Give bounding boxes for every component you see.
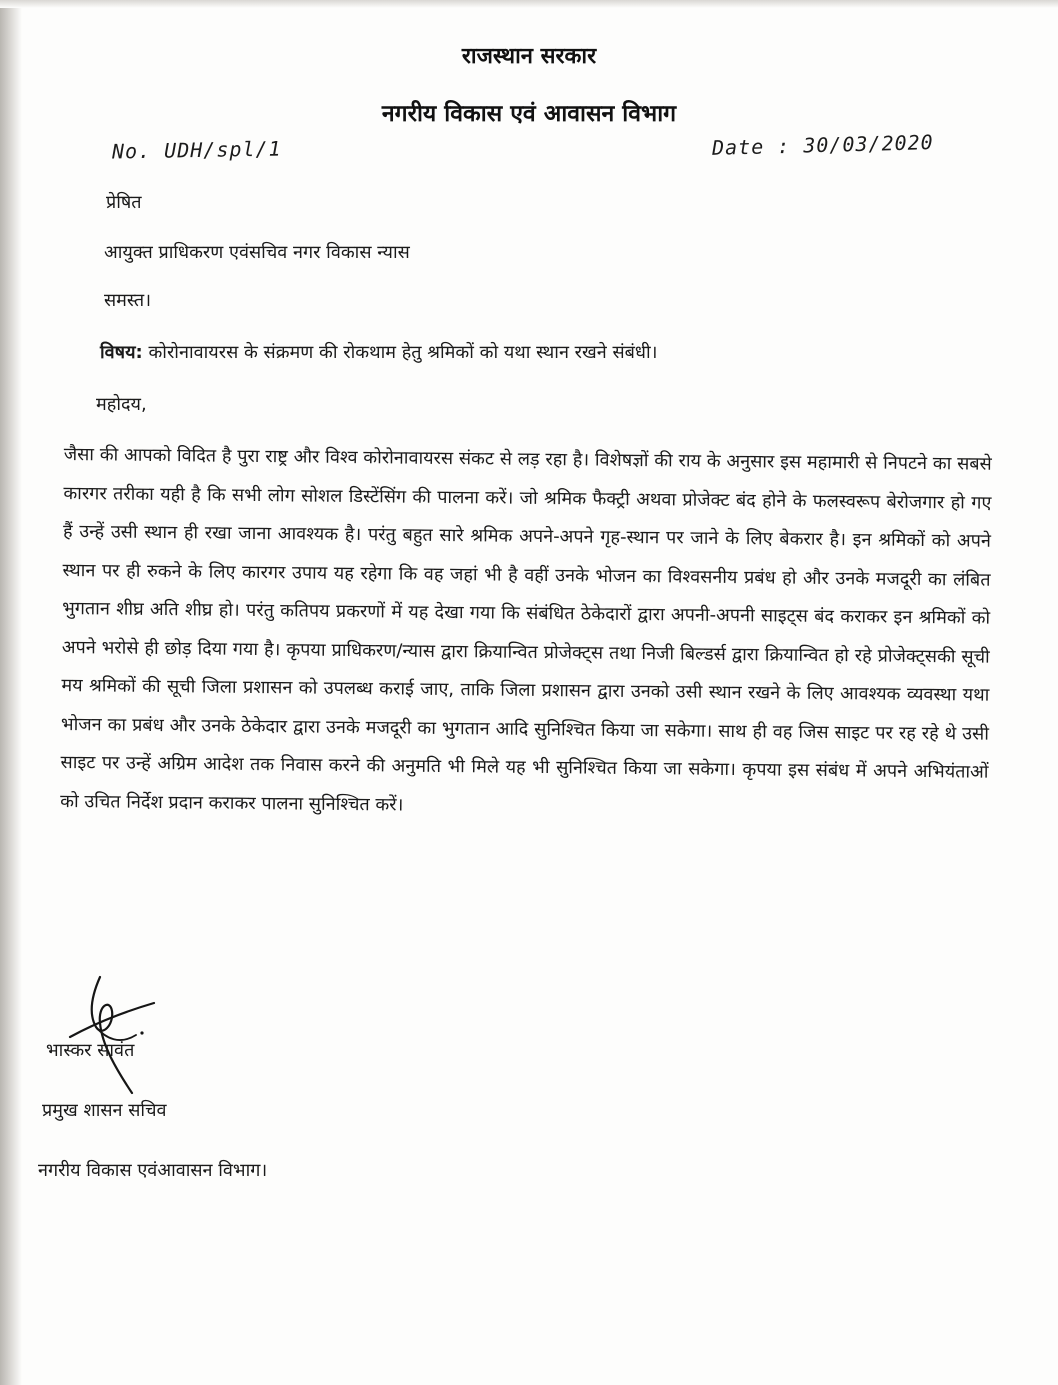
subject-line: [100, 340, 657, 364]
page-edge-shadow: [0, 0, 22, 1385]
signatory-department: नगरीय विकास एवंआवासन विभाग।: [38, 1160, 268, 1181]
sent-label: प्रेषित: [106, 192, 142, 213]
subject-label: विषय:: [100, 342, 143, 363]
letter-body: जैसा की आपको विदित है पुरा राष्ट्र और विश्व कोरोनावायरस संकट से लड़ रहा है। विशेषज्ञों की राय के अनुसार इस महामारी से निपटने का सबसे कारगर तरीका यही है कि सभी लोग सोशल डिस्टेंसिंग की पालना करें। जो श्रमिक फैक्ट्री अथवा प्रोजेक्ट बंद होने के फलस्वरूप बेरोजगार हो गए हैं उन्हें उसी स्थान ही रखा जाना आवश्यक है। परंतु बहुत सारे श्रमिक अपने-अपने गृह-स्थान पर जाने के लिए बेकरार है। इन श्रमिकों को अपने स्थान पर ही रुकने के लिए कारगर उपाय यह रहेगा कि वह जहां भी है वहीं उनके भोजन का विश्वसनीय प्रबंध हो और उनके मजदूरी का लंबित भुगतान शीघ्र अति शीघ्र हो। परंतु कतिपय प्रकरणों में यह देखा गया कि संबंधित ठेकेदारों द्वारा अपनी-अपनी साइट्स बंद कराकर इन श्रमिकों को अपने भरोसे ही छोड़ दिया गया है। कृपया प्राधिकरण/न्यास द्वारा क्रियान्वित प्रोजेक्ट्स तथा निजी बिल्डर्स द्वारा क्रियान्वित हो रहे प्रोजेक्ट्सकी सूची मय श्रमिकों की सूची जिला प्रशासन को उपलब्ध कराई जाए, ताकि जिला प्रशासन द्वारा उनको उसी स्थान रखने के लिए आवश्यक व्यवस्था यथा भोजन का प्रबंध और उनके ठेकेदार द्वारा उनके मजदूरी का भुगतान आदि सुनिश्चित किया जा सकेगा। साथ ही वह जिस साइट पर रह रहे थे उसी साइट पर उन्हें अग्रिम आदेश तक निवास करने की अनुमति भी मिले यह भी सुनिश्चित किया जा सकेगा। कृपया इस संबंध में अपने अभियंताओं को उचित निर्देश प्रदान कराकर पालना सुनिश्चित करें।: [60, 443, 992, 816]
page-top-shadow: [0, 0, 1058, 8]
signatory-name: भास्कर सावंत: [46, 1040, 135, 1061]
subject-text: कोरोनावायरस के संक्रमण की रोकथाम हेतु श्रमिकों को यथा स्थान रखने संबंधी।: [148, 342, 658, 363]
recipient-line: आयुक्त प्राधिकरण एवंसचिव नगर विकास न्यास: [104, 242, 410, 263]
salutation: महोदय,: [96, 394, 147, 415]
department-heading: नगरीय विकास एवं आवासन विभाग: [381, 101, 677, 127]
reference-number: No. UDH/spl/1: [111, 136, 282, 164]
letter-date: Date : 30/03/2020: [711, 130, 934, 160]
signatory-designation: प्रमुख शासन सचिव: [42, 1100, 167, 1121]
handwritten-signature-icon: [62, 965, 172, 1095]
government-heading: राजस्थान सरकार: [461, 44, 597, 69]
recipient-scope: समस्त।: [104, 290, 152, 311]
